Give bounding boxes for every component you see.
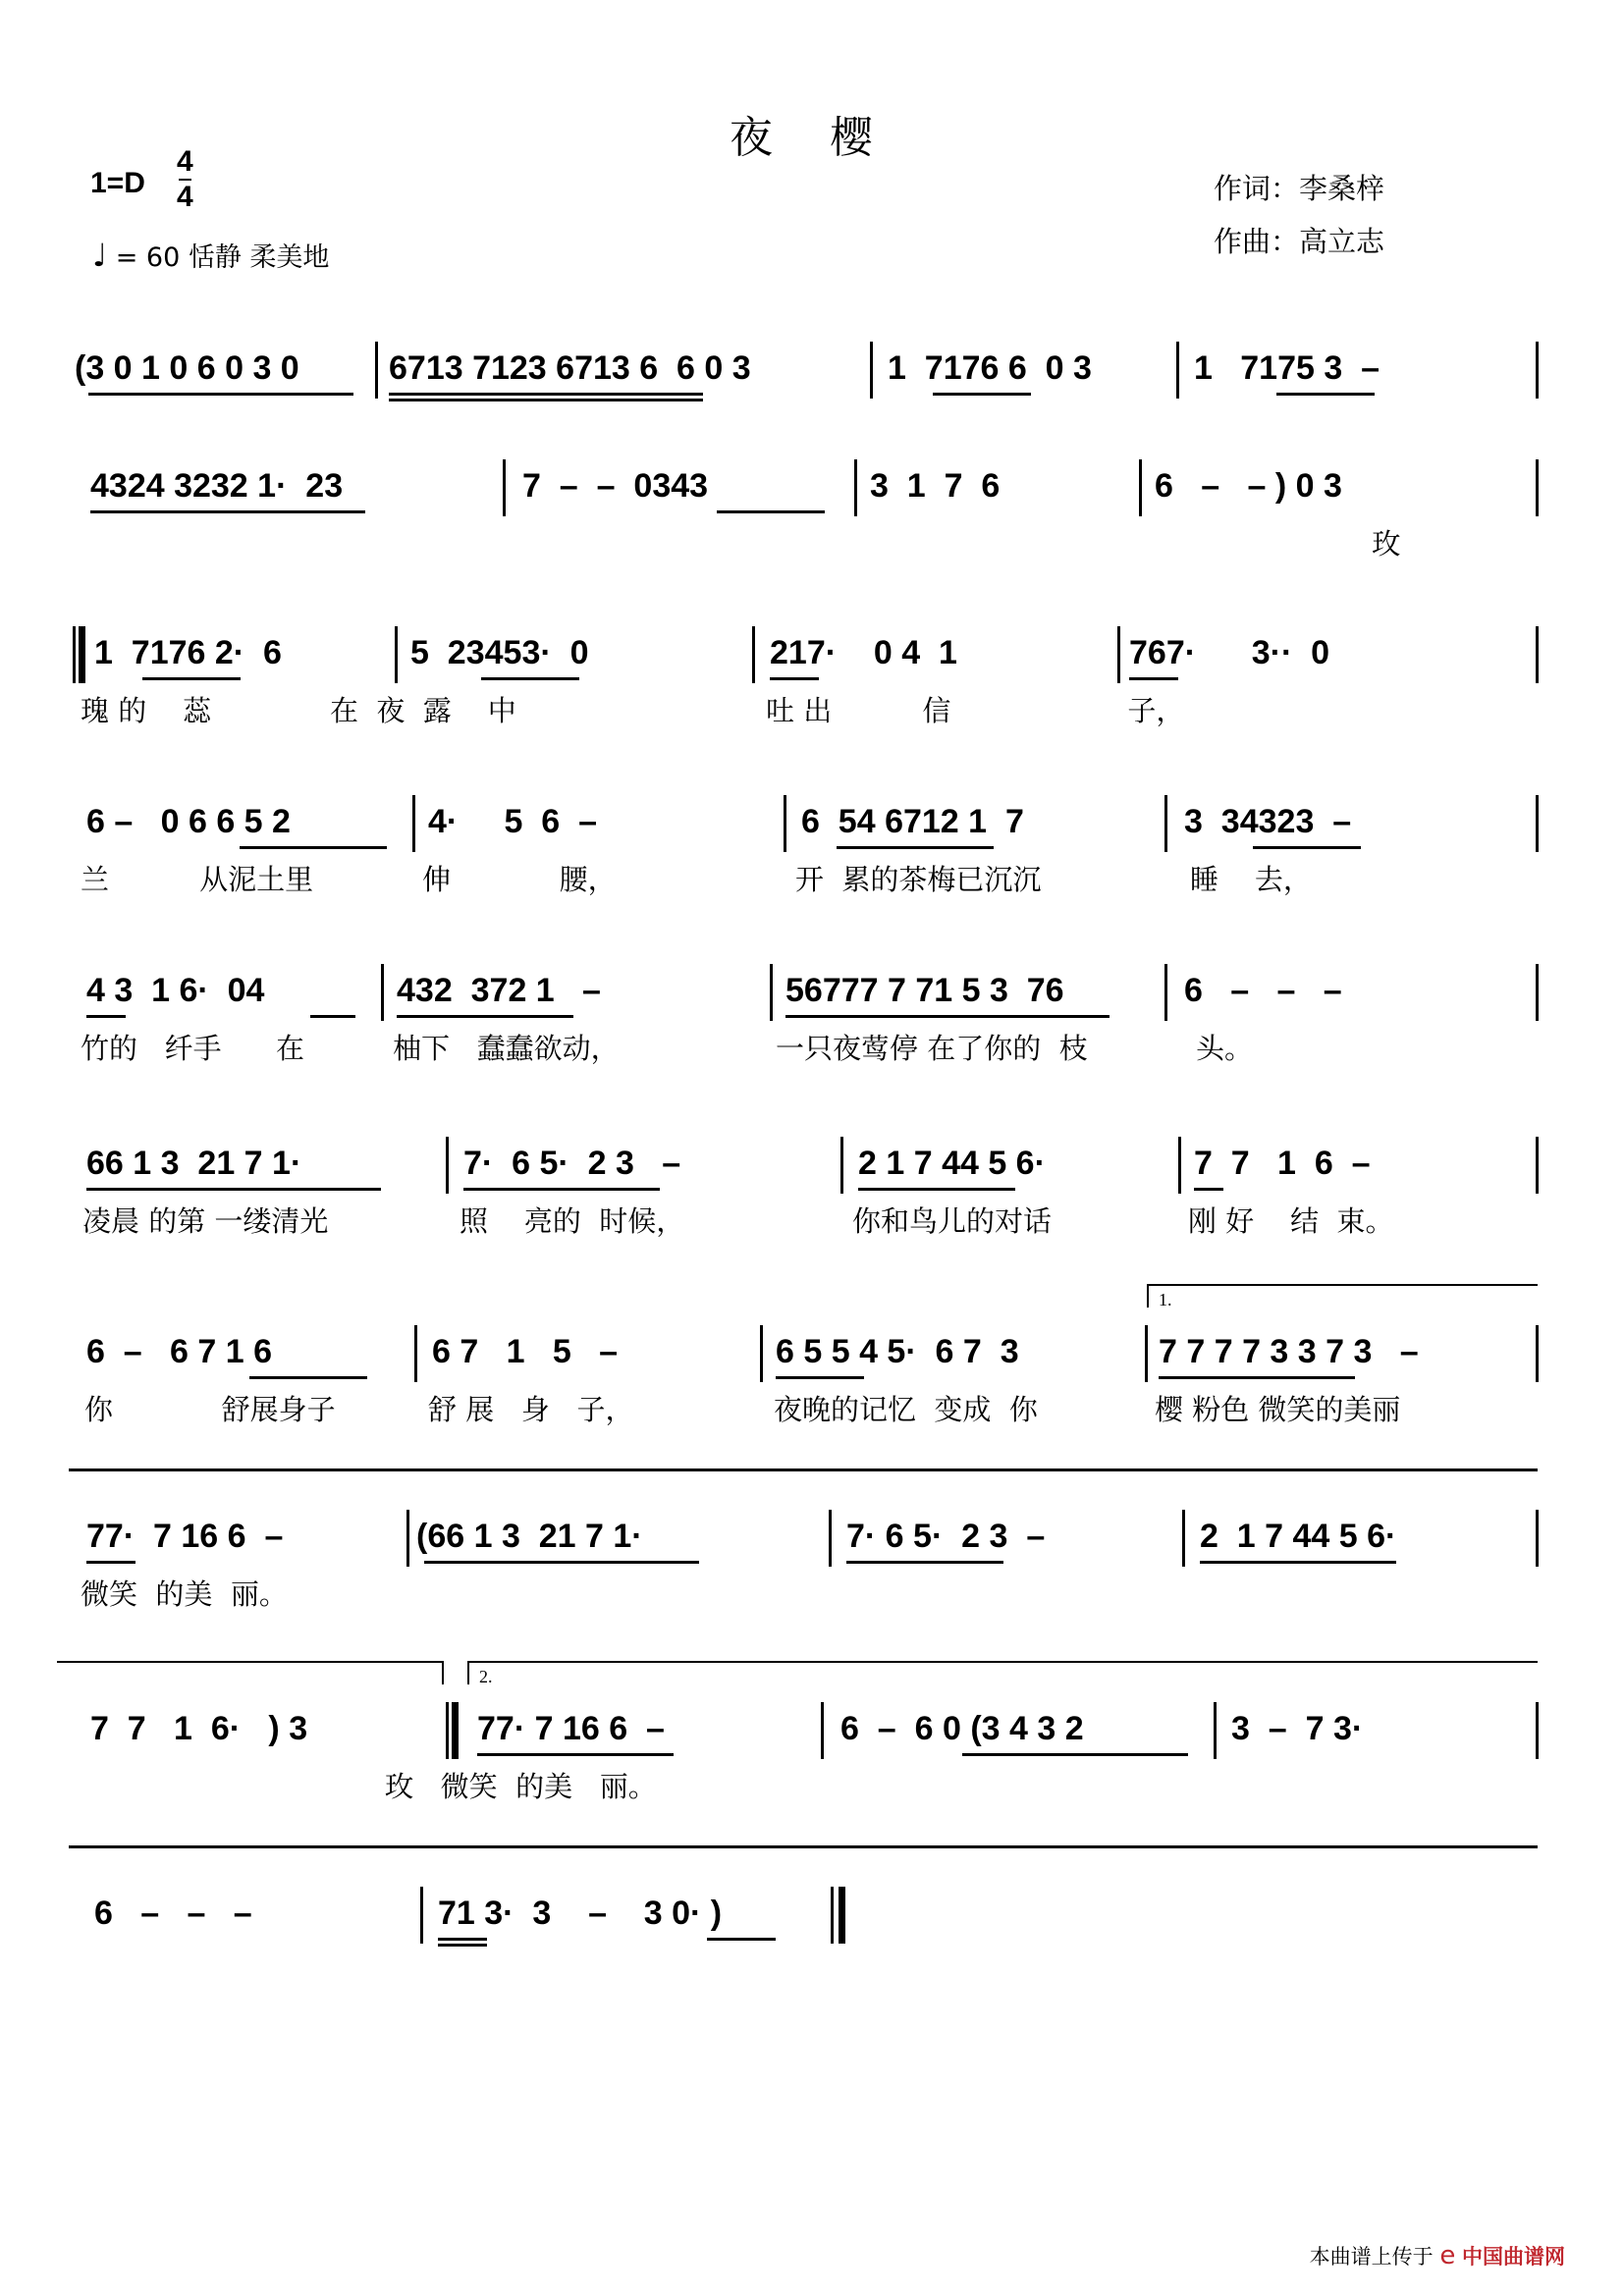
system-separator-line xyxy=(69,1845,1538,1848)
measure-notes: 6 – 6 7 1 6 xyxy=(86,1333,273,1370)
bar-line xyxy=(1214,1702,1217,1759)
measure-notes: 77· 7 16 6 – xyxy=(477,1710,665,1747)
staff-system-5 xyxy=(0,972,1624,1168)
measure-notes: 5 23453· 0 xyxy=(410,634,589,671)
footer-credit xyxy=(1310,2241,1565,2270)
lyric-line: 玫 微笑 的美 丽。 xyxy=(385,1770,657,1803)
beam-underline xyxy=(962,1753,1188,1756)
repeat-start-bar-thick xyxy=(79,626,85,683)
quarter-note-icon: ♩ xyxy=(92,237,108,274)
bar-line xyxy=(406,1510,409,1567)
measure-notes: 2 1 7 44 5 6· xyxy=(1200,1518,1397,1555)
bar-line xyxy=(829,1510,832,1567)
lyricist: 作词：李桑梓 xyxy=(1214,172,1385,205)
measure-notes: 6 – 6 0 (3 4 3 2 xyxy=(840,1710,1084,1747)
time-signature-top: 4 xyxy=(177,145,193,178)
final-bar-thin xyxy=(831,1887,834,1944)
beam-underline xyxy=(397,1015,573,1018)
beam-underline xyxy=(1276,393,1375,396)
lyric-line: 兰 从泥土里 xyxy=(81,863,314,896)
lyric-line: 子， xyxy=(1110,694,1185,727)
staff-system-9 xyxy=(0,1667,1624,1906)
time-signature xyxy=(177,145,193,214)
bar-line xyxy=(1117,626,1120,683)
measure-notes: 1 7176 2· 6 xyxy=(94,634,282,671)
lyric-line: 微笑 的美 丽。 xyxy=(81,1577,288,1611)
measure-notes: 7 7 7 7 3 3 7 3 – xyxy=(1159,1333,1419,1370)
bar-line xyxy=(412,795,415,852)
bar-line xyxy=(375,342,378,399)
bar-line xyxy=(1536,1510,1539,1567)
beam-underline xyxy=(142,677,241,680)
bar-line xyxy=(503,459,506,516)
bar-line xyxy=(1139,459,1142,516)
measure-notes: 2 1 7 44 5 6· xyxy=(858,1145,1046,1182)
measure-notes: 4· 5 6 – xyxy=(428,803,597,840)
bar-line xyxy=(1182,1510,1185,1567)
beam-underline xyxy=(1159,1376,1355,1379)
repeat-start-bar xyxy=(73,626,76,683)
beam-underline xyxy=(463,1188,660,1191)
beam-underline xyxy=(88,393,353,396)
bar-line xyxy=(414,1325,417,1382)
time-signature-bottom: 4 xyxy=(177,181,193,213)
bar-line xyxy=(381,964,384,1021)
lyric-line: 你 舒展身子 xyxy=(84,1393,336,1426)
footer-prefix: 本曲谱上传于 xyxy=(1309,2245,1434,2269)
beam-underline xyxy=(481,677,579,680)
lyric-line: 照 亮的 时候， xyxy=(460,1204,685,1238)
bar-line xyxy=(760,1325,763,1382)
lyric-line: 吐 出 信 xyxy=(766,694,951,727)
beam-underline xyxy=(1129,677,1178,680)
beam-underline xyxy=(770,677,819,680)
measure-notes: 3 – 7 3· xyxy=(1231,1710,1364,1747)
tempo-text: = 60 恬静 柔美地 xyxy=(115,242,330,273)
beam-underline xyxy=(438,1938,487,1941)
measure-notes: 1 7175 3 – xyxy=(1194,349,1380,387)
bar-line xyxy=(870,342,873,399)
beam-underline xyxy=(717,510,825,513)
system-separator-line xyxy=(69,1468,1538,1471)
lyric-line: 樱 粉色 微笑的美丽 xyxy=(1155,1393,1401,1426)
measure-notes: (3 0 1 0 6 0 3 0 xyxy=(75,349,299,387)
bar-line xyxy=(1536,1137,1539,1194)
beam-underline xyxy=(1194,1188,1223,1191)
lyric-line: 瑰 的 蕊 xyxy=(81,694,212,727)
first-ending-bracket xyxy=(1147,1284,1538,1308)
lyric-line: 睡 去， xyxy=(1190,863,1312,896)
bar-line xyxy=(1164,964,1167,1021)
bar-line xyxy=(840,1137,843,1194)
measure-notes: 6 – – – xyxy=(1184,972,1342,1009)
measure-notes: 6713 7123 6713 6 6 0 3 xyxy=(389,349,751,387)
song-title: 夜 樱 xyxy=(730,113,894,163)
measure-notes: 4324 3232 1· 23 xyxy=(90,467,344,505)
lyric-line: 夜晚的记忆 变成 你 xyxy=(774,1393,1038,1426)
beam-underline xyxy=(310,1015,355,1018)
measure-notes: 6 – – – xyxy=(94,1895,252,1932)
beam-underline xyxy=(90,510,365,513)
staff-system-4 xyxy=(0,803,1624,999)
measure-notes: 77· 7 16 6 – xyxy=(86,1518,284,1555)
beam-underline xyxy=(389,399,703,401)
bar-line xyxy=(784,795,786,852)
staff-system-10 xyxy=(0,1895,1624,2091)
measure-notes: 3 1 7 6 xyxy=(870,467,1001,505)
tempo-marking xyxy=(92,236,329,274)
bar-line xyxy=(1536,1325,1539,1382)
beam-underline xyxy=(707,1938,776,1941)
measure-notes: 6 7 1 5 – xyxy=(432,1333,619,1370)
measure-notes: 7 7 1 6 – xyxy=(1194,1145,1371,1182)
bar-line xyxy=(1536,1702,1539,1759)
beam-underline xyxy=(933,393,1031,396)
measure-notes: 66 1 3 21 7 1· xyxy=(86,1145,302,1182)
beam-underline xyxy=(389,393,703,396)
final-bar-thick xyxy=(839,1887,845,1944)
lyric-line: 开 累的茶梅已沉沉 xyxy=(795,863,1042,896)
second-ending-label: 2. xyxy=(479,1667,493,1686)
beam-underline xyxy=(846,1561,1003,1564)
second-ending-bracket xyxy=(467,1661,1538,1684)
bar-line xyxy=(420,1887,423,1944)
measure-notes: 71 3· 3 – 3 0· ) xyxy=(438,1895,731,1932)
lyric-line: 伸 腰， xyxy=(422,863,617,896)
lyric-line: 头。 xyxy=(1196,1032,1254,1065)
beam-underline xyxy=(86,1015,126,1018)
beam-underline xyxy=(438,1944,487,1947)
bar-line xyxy=(752,626,755,683)
lyric-line: 舒 展 身 子， xyxy=(428,1393,634,1426)
measure-notes: 4 3 1 6· 04 xyxy=(86,972,265,1009)
key-signature: 1=D xyxy=(90,167,145,199)
site-logo-icon: e xyxy=(1439,2241,1456,2270)
measure-notes: 432 372 1 – xyxy=(397,972,601,1009)
staff-system-3 xyxy=(0,634,1624,830)
repeat-end-bar-thin xyxy=(446,1702,449,1759)
bar-line xyxy=(1176,342,1179,399)
beam-underline xyxy=(86,1188,381,1191)
lyric-line: 在 夜 露 中 xyxy=(330,694,516,727)
repeat-end-bar-thick xyxy=(452,1702,459,1759)
beam-underline xyxy=(86,1561,135,1564)
bar-line xyxy=(854,459,857,516)
measure-notes: 767· 3·· 0 xyxy=(1129,634,1330,671)
measure-notes: 6 54 6712 1 7 xyxy=(801,803,1024,840)
beam-underline xyxy=(477,1753,674,1756)
beam-underline xyxy=(424,1561,699,1564)
beam-underline xyxy=(1200,1561,1396,1564)
bar-line xyxy=(1178,1137,1181,1194)
bar-line xyxy=(1536,626,1539,683)
bar-line xyxy=(1536,795,1539,852)
bar-line xyxy=(446,1137,449,1194)
bar-line xyxy=(1536,459,1539,516)
bar-line xyxy=(395,626,398,683)
staff-system-8 xyxy=(0,1518,1624,1714)
bar-line xyxy=(1536,342,1539,399)
beam-underline xyxy=(785,1015,1110,1018)
measure-notes: 6 – – ) 0 3 xyxy=(1155,467,1342,505)
measure-notes: 3 34323 – xyxy=(1184,803,1352,840)
measure-notes: 7 7 1 6· ) 3 xyxy=(90,1710,308,1747)
bar-line xyxy=(821,1702,824,1759)
bar-line xyxy=(1145,1325,1148,1382)
bar-line xyxy=(770,964,773,1021)
measure-notes: 7· 6 5· 2 3 – xyxy=(463,1145,681,1182)
beam-underline xyxy=(837,846,994,849)
composer: 作曲：高立志 xyxy=(1214,225,1385,258)
bar-line xyxy=(1536,964,1539,1021)
measure-notes: 7· 6 5· 2 3 – xyxy=(846,1518,1046,1555)
beam-underline xyxy=(1253,846,1361,849)
measure-notes: 7 – – 0343 xyxy=(522,467,709,505)
beam-underline xyxy=(240,846,387,849)
measure-notes: 1 7176 6 0 3 xyxy=(888,349,1092,387)
measure-notes: 6 – 0 6 6 5 2 xyxy=(86,803,291,840)
measure-notes: 217· 0 4 1 xyxy=(770,634,957,671)
measure-notes: 56777 7 71 5 3 76 xyxy=(785,972,1064,1009)
site-name[interactable]: 中国曲谱网 xyxy=(1462,2245,1565,2269)
beam-underline xyxy=(249,1376,367,1379)
lyric-line: 一只夜莺停 在了你的 枝 xyxy=(776,1032,1088,1065)
lyric-line: 凌晨 的第 一缕清光 xyxy=(82,1204,329,1238)
bar-line xyxy=(1164,795,1167,852)
staff-system-6 xyxy=(0,1145,1624,1341)
staff-system-7 xyxy=(0,1290,1624,1529)
lyric-line: 柚下 蠢蠢欲动， xyxy=(393,1032,620,1065)
beam-underline xyxy=(858,1188,1015,1191)
first-ending-bracket-end xyxy=(57,1661,444,1684)
beam-underline xyxy=(776,1376,864,1379)
lyric-line: 刚 好 结 束。 xyxy=(1188,1204,1394,1238)
measure-notes: 6 5 5 4 5· 6 7 3 xyxy=(776,1333,1019,1370)
measure-notes: (66 1 3 21 7 1· xyxy=(416,1518,643,1555)
lyric-line: 你和鸟儿的对话 xyxy=(852,1204,1053,1238)
lyric-line: 竹的 纤手 在 xyxy=(81,1032,304,1065)
lyric-line: 玫 xyxy=(1155,527,1401,561)
first-ending-label: 1. xyxy=(1159,1290,1172,1309)
